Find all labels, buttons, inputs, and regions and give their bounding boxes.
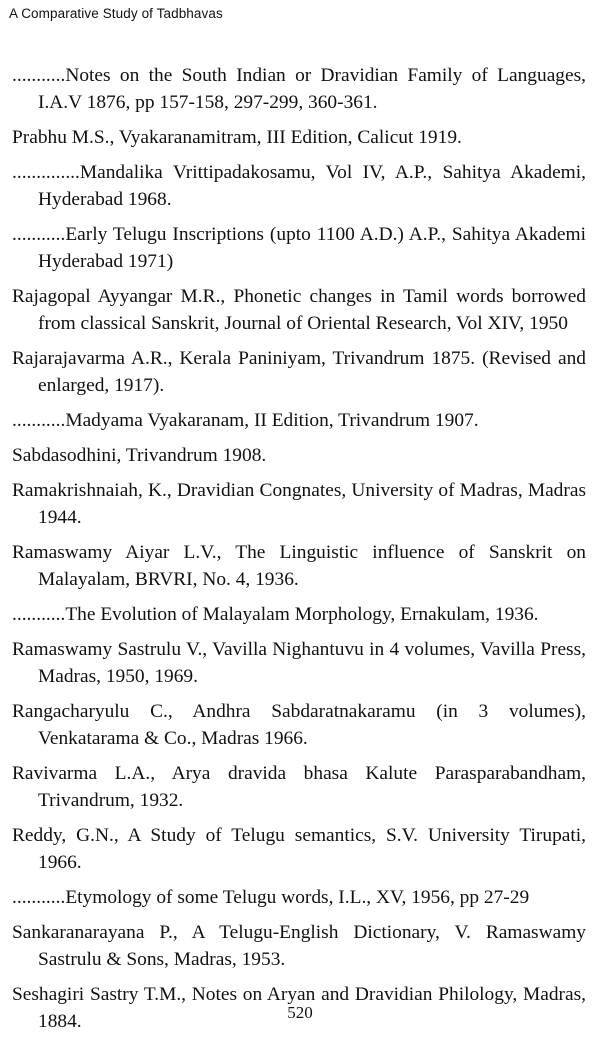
bibliography-entry: Ravivarma L.A., Arya dravida bhasa Kalute Parasparabandham, Trivandrum, 1932. [12,763,586,811]
running-title: A Comparative Study of Tadbhavas [9,6,223,21]
bibliography-entry: Rajarajavarma A.R., Kerala Paniniyam, Trivandrum 1875. (Revised and enlarged, 1917). [12,348,586,396]
bibliography-entry: ...........Notes on the South Indian or Dravidian Family of Languages, I.A.V 1876, pp 157-158, 297-299, 360-361. [12,65,586,113]
bibliography-list [12,62,586,1043]
bibliography-entry: Seshagiri Sastry T.M., Notes on Aryan and Dravidian Philology, Madras, 1884. [12,984,586,1032]
bibliography-entry: Reddy, G.N., A Study of Telugu semantics, S.V. University Tirupati, 1966. [12,825,586,873]
bibliography-entry: ...........Etymology of some Telugu words, I.L., XV, 1956, pp 27-29 [12,887,530,908]
bibliography-entry: Sankaranarayana P., A Telugu-English Dictionary, V. Ramaswamy Sastrulu & Sons, Madras, 1953. [12,922,586,970]
page-number: 520 [287,1003,313,1022]
bibliography-entry: Rangacharyulu C., Andhra Sabdaratnakaramu (in 3 volumes), Venkatarama & Co., Madras 1966. [12,701,586,749]
bibliography-entry: Rajagopal Ayyangar M.R., Phonetic changes in Tamil words borrowed from classical Sanskrit, Journal of Oriental Research, Vol XIV, 1950 [12,286,586,334]
bibliography-entry: ..............Mandalika Vrittipadakosamu, Vol IV, A.P., Sahitya Akademi, Hyderabad 1968. [12,162,586,210]
bibliography-entry: ...........Early Telugu Inscriptions (upto 1100 A.D.) A.P., Sahitya Akademi Hyderabad 1971) [12,224,586,272]
bibliography-entry: ...........Madyama Vyakaranam, II Edition, Trivandrum 1907. [12,410,479,431]
bibliography-entry: Ramaswamy Sastrulu V., Vavilla Nighantuvu in 4 volumes, Vavilla Press, Madras, 1950, 1969. [12,639,586,687]
bibliography-entry: Sabdasodhini, Trivandrum 1908. [12,445,267,466]
bibliography-entry: ...........The Evolution of Malayalam Morphology, Ernakulam, 1936. [12,604,539,625]
bibliography-entry: Prabhu M.S., Vyakaranamitram, III Edition, Calicut 1919. [12,127,462,148]
bibliography-entry: Ramaswamy Aiyar L.V., The Linguistic influence of Sanskrit on Malayalam, BRVRI, No. 4, 1936. [12,542,586,590]
bibliography-entry: Ramakrishnaiah, K., Dravidian Congnates, University of Madras, Madras 1944. [12,480,586,528]
